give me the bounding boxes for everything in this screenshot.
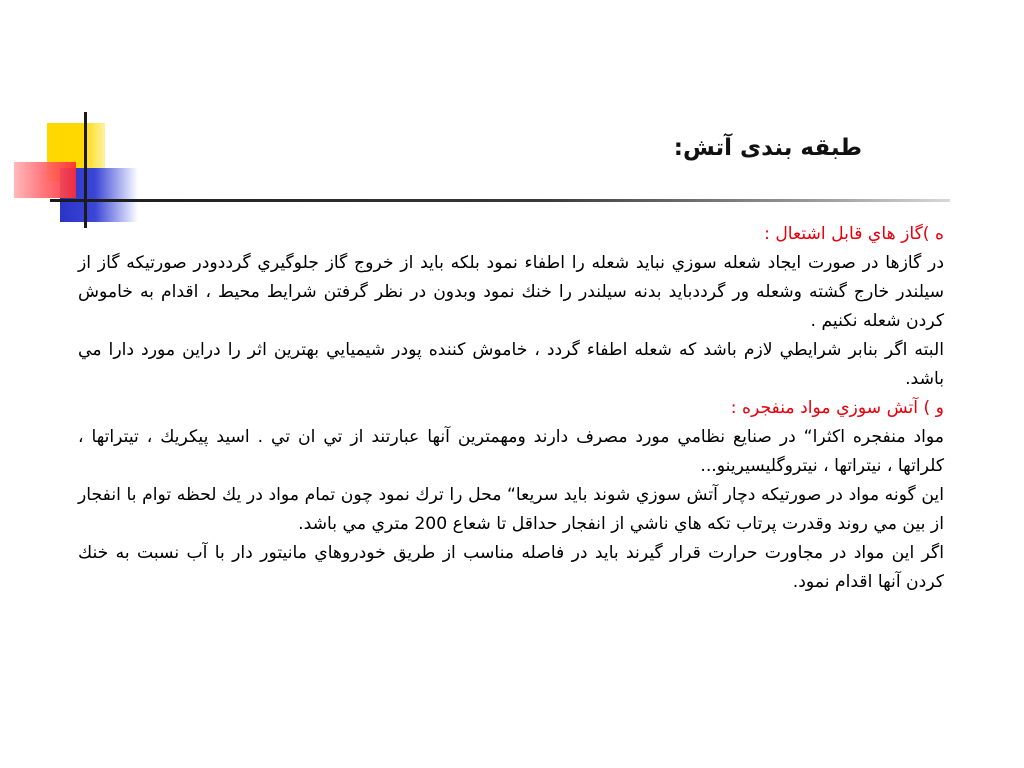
- section-heading-flammable-gases: ه )گاز هاي قابل اشتعال :: [764, 224, 944, 244]
- paragraph-gas-extinguisher: البته اگر بنابر شرايطي لازم باشد كه شعله اطفاء گردد ، خاموش كننده پودر شيميايي بهترين اثر را دراين مورد دارا مي باشد.: [78, 340, 944, 389]
- paragraph-gas-fire-handling: در گازها در صورت ايجاد شعله سوزي نبايد شعله را اطفاء نمود بلكه بايد از خروج گاز جلوگيري گرددودر صورتيكه گاز از سيلندر خارج گشته وشعله ور گرددبايد بدنه سيلندر را خنك نمود وبدون در نظر گرفتن شرايط محيط ، اقدام به خاموش كردن شعله نكنيم .: [78, 253, 944, 331]
- section-heading-explosives: و ) آتش سوزي مواد منفجره :: [730, 398, 944, 418]
- paragraph-explosives-list: مواد منفجره اكثرا“ در صنايع نظامي مورد مصرف دارند ومهمترين آنها عبارتند از تي ان تي . اسيد پيكريك ، تيتراتها ، كلراتها ، نيتراتها ، نيتروگليسيرينو...: [78, 427, 944, 476]
- slide-body: [78, 220, 944, 597]
- red-square-decoration: [14, 162, 76, 198]
- paragraph-explosives-evacuate: اين گونه مواد در صورتيكه دچار آتش سوزي شوند بايد سريعا“ محل را ترك نمود چون تمام مواد در يك لحظه توام با انفجار از بين مي روند وقدرت پرتاب تكه هاي ناشي از انفجار حداقل تا شعاع 200 متري مي باشد.: [78, 485, 944, 534]
- paragraph-explosives-cooling: اگر اين مواد در مجاورت حرارت قرار گيرند بايد در فاصله مناسب از طريق خودروهاي مانيتور دار با آب نسبت به خنك كردن آنها اقدام نمود.: [78, 543, 944, 592]
- vertical-rule-decoration: [84, 112, 87, 228]
- title-underline-rule: [50, 199, 950, 202]
- slide-title: طبقه بندی آتش:: [673, 135, 862, 161]
